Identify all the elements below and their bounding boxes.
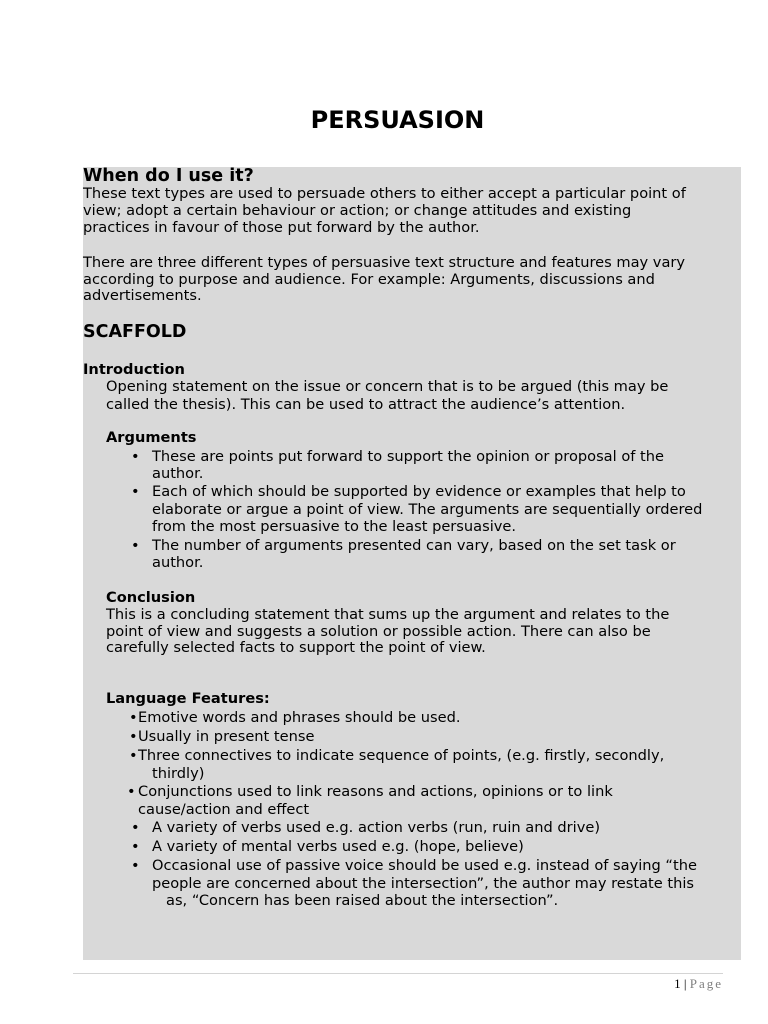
language-line: A variety of verbs used e.g. action verbs (run, ruin and drive) [152, 819, 601, 836]
page-label: Page [689, 976, 723, 991]
bullet-dot: • [129, 747, 138, 764]
conclusion-line: point of view and suggests a solution or possible action. There can also be [106, 623, 651, 640]
language-line: A variety of mental verbs used e.g. (hope, believe) [152, 838, 524, 855]
introduction-heading: Introduction [83, 361, 185, 378]
page-separator: | [683, 976, 687, 991]
argument-line: These are points put forward to support the opinion or proposal of the [152, 448, 664, 465]
conclusion-heading: Conclusion [106, 589, 196, 606]
arguments-heading: Arguments [106, 429, 197, 446]
language-line: people are concerned about the intersection”, the author may restate this [152, 875, 695, 892]
bullet-dot: • [131, 448, 140, 465]
language-line: Emotive words and phrases should be used. [138, 709, 461, 726]
bullet-dot: • [131, 483, 140, 500]
argument-line: Each of which should be supported by evidence or examples that help to [152, 483, 686, 500]
language-line: Conjunctions used to link reasons and actions, opinions or to link [138, 783, 613, 800]
language-heading: Language Features: [106, 690, 270, 707]
bullet-dot: • [129, 709, 138, 726]
scaffold-heading: SCAFFOLD [83, 322, 187, 342]
bullet-dot: • [129, 728, 138, 745]
bullet-dot: • [131, 537, 140, 554]
when-p1-line: These text types are used to persuade others to either accept a particular point of [83, 185, 686, 202]
language-line: cause/action and effect [138, 801, 310, 818]
argument-line: The number of arguments presented can vary, based on the set task or [152, 537, 676, 554]
when-p1-line: view; adopt a certain behaviour or action; or change attitudes and existing [83, 202, 632, 219]
argument-line: from the most persuasive to the least persuasive. [152, 518, 517, 535]
language-line: as, “Concern has been raised about the intersection”. [166, 892, 559, 909]
bullet-dot: • [131, 857, 140, 874]
argument-line: elaborate or argue a point of view. The arguments are sequentially ordered [152, 501, 703, 518]
argument-line: author. [152, 554, 204, 571]
when-p1-line: practices in favour of those put forward by the author. [83, 219, 480, 236]
introduction-line: called the thesis). This can be used to attract the audience’s attention. [106, 396, 626, 413]
bullet-dot: • [127, 783, 136, 800]
page-footer [674, 976, 723, 992]
bullet-dot: • [131, 838, 140, 855]
introduction-line: Opening statement on the issue or concern that is to be argued (this may be [106, 378, 669, 395]
when-p2-line: There are three different types of persuasive text structure and features may vary [83, 254, 686, 271]
when-heading: When do I use it? [83, 166, 254, 186]
argument-line: author. [152, 465, 204, 482]
conclusion-line: This is a concluding statement that sums up the argument and relates to the [106, 606, 670, 623]
footer-divider [73, 973, 723, 974]
language-line: Occasional use of passive voice should be used e.g. instead of saying “the [152, 857, 697, 874]
page-number: 1 [674, 976, 681, 991]
when-p2-line: advertisements. [83, 287, 202, 304]
bullet-dot: • [131, 819, 140, 836]
language-line: Three connectives to indicate sequence of points, (e.g. firstly, secondly, [138, 747, 665, 764]
page-title: PERSUASION [310, 106, 485, 134]
when-p2-line: according to purpose and audience. For example: Arguments, discussions and [83, 271, 655, 288]
language-line: Usually in present tense [138, 728, 315, 745]
language-line: thirdly) [152, 765, 205, 782]
conclusion-line: carefully selected facts to support the point of view. [106, 639, 486, 656]
